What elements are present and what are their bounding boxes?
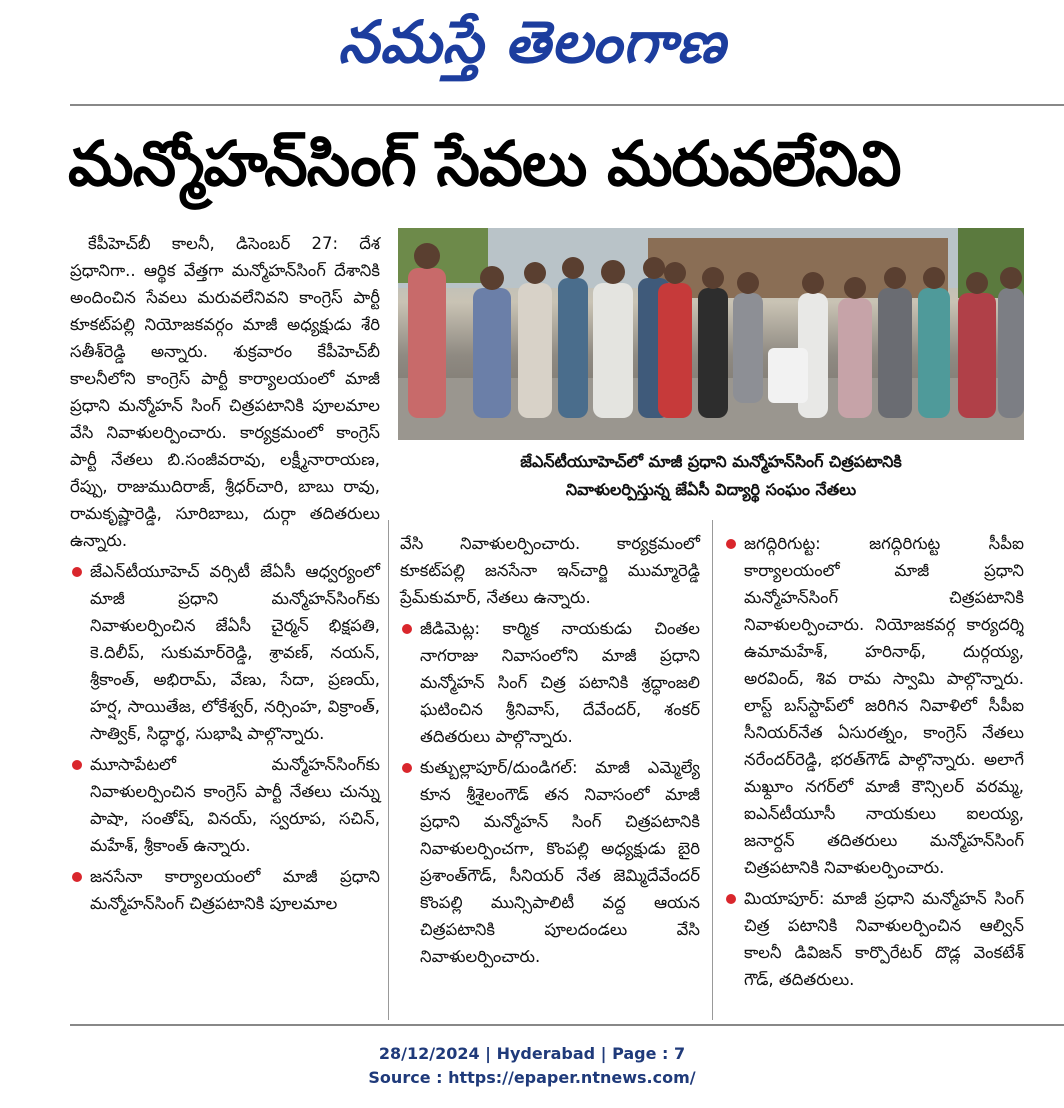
article-paragraph: జనసేనా కార్యాలయంలో మాజీ ప్రధాని మన్మోహన్‌సింగ్ చిత్రపటానికి పూలమాల [70, 863, 380, 917]
photo-caption [398, 448, 1024, 504]
masthead-title: నమస్తే తెలంగాణ [338, 8, 726, 76]
top-rule [70, 104, 1064, 106]
column-2 [400, 530, 700, 974]
article-paragraph: కుత్బుల్లాపూర్/దుండిగల్: మాజీ ఎమ్మెల్యే కూన శ్రీశైలంగౌడ్ తన నివాసంలో మాజీ ప్రధాని మన్మోహన్ సింగ్ చిత్రపటానికి నివాళులర్పించగా, కొంపల్లి అధ్యక్షుడు బైరి ప్రశాంత్‌గౌడ్, సీనియర్ నేత జెమ్మిదేవేందర్ కొంపల్లి మున్సిపాలిటీ వద్ద ఆయన చిత్రపటానికి పూలదండలు వేసి నివాళులర్పించారు. [400, 754, 700, 970]
masthead [0, 0, 1064, 95]
column-1 [70, 230, 380, 921]
footer-source-line: Source : https://epaper.ntnews.com/ [368, 1068, 696, 1087]
column-divider [388, 520, 389, 1020]
photo-caption-line-1: జేఎన్‌టీయూహెచ్‌లో మాజీ ప్రధాని మన్మోహన్‌సింగ్ చిత్రపటానికి [520, 452, 902, 471]
article-paragraph: జీడిమెట్ల: కార్మిక నాయకుడు చింతల నాగరాజు నివాసంలోని మాజీ ప్రధాని మన్మోహన్ సింగ్ చిత్ర పటానికి శ్రద్ధాంజలి ఘటించిన శ్రీనివాస్, దేవేందర్, శంకర్ తదితరులు పాల్గొన్నారు. [400, 615, 700, 750]
photo-illustration [398, 228, 1024, 440]
news-photo [398, 228, 1024, 440]
column-divider [712, 520, 713, 1020]
headline: మన్మోహన్‌సింగ్ సేవలు మరువలేనివి [68, 127, 901, 200]
article-paragraph: వేసి నివాళులర్పించారు. కార్యక్రమంలో కూకట్‌పల్లి జనసేనా ఇన్‌చార్జి ముమ్మారెడ్డి ప్రేమ్‌కుమార్, నేతలు ఉన్నారు. [400, 534, 700, 607]
article-paragraph: జగద్గిరిగుట్ట: జగద్గిరిగుట్ట సీపీఐ కార్యాలయంలో మాజీ ప్రధాని మన్మోహన్‌సింగ్ చిత్రపటానికి నివాళులర్పించారు. నియోజకవర్గ కార్యదర్శి ఉమామహేశ్, హరినాథ్, దుర్గయ్య, అరవింద్, శివ రామ స్వామి పాల్గొన్నారు. లాస్ట్ బస్‌స్టాప్‌లో జరిగిన నివాళిలో సీపీఐ సీనియర్‌నేత ఏసురత్నం, కాంగ్రెస్ నేతలు నరేందర్‌రెడ్డి, భరత్‌గౌడ్ పాల్గొన్నారు. అలాగే మఖ్దూం నగర్‌లో మాజీ కౌన్సిలర్ వరమ్మ, ఐఎన్‌టీయూసీ నాయకులు ఐలయ్య, జనార్దన్ తదితరులు మన్మోహన్‌సింగ్ చిత్రపటానికి నివాళులర్పించారు. [724, 530, 1024, 881]
article-paragraph: మియాపూర్: మాజీ ప్రధాని మన్మోహన్ సింగ్ చిత్ర పటానికి నివాళులర్పించిన ఆల్విన్ కాలనీ డివిజన్ కార్పొరేటర్ దొడ్ల వెంకటేశ్ గౌడ్, తదితరులు. [724, 885, 1024, 993]
footer-date-line: 28/12/2024 | Hyderabad | Page : 7 [378, 1044, 686, 1063]
photo-caption-line-2: నివాళులర్పిస్తున్న జేఏసీ విద్యార్థి సంఘం నేతలు [565, 480, 857, 499]
article-lead-paragraph: కేపీహెచ్‌బీ కాలనీ, డిసెంబర్ 27: దేశ ప్రధానిగా.. ఆర్థిక వేత్తగా మన్మోహన్‌సింగ్ దేశానికి అందించిన సేవలు మరువలేనివని కాంగ్రెస్ పార్టీ కూకట్‌పల్లి నియోజకవర్గం మాజీ అధ్యక్షుడు శేరి సతీశ్‌రెడ్డి అన్నారు. శుక్రవారం కేపీహెచ్‌బీ కాలనీలోని కాంగ్రెస్ పార్టీ కార్యాలయంలో మాజీ ప్రధాని మన్మోహన్ సింగ్ చిత్రపటానికి పూలమాల వేసి నివాళులర్పించారు. కార్యక్రమంలో కాంగ్రెస్ పార్టీ నేతలు బి.సంజీవరావు, లక్ష్మీనారాయణ, రేప్పు, రాజుముదిరాజ్, శ్రీధర్‌చారి, బాబు రావు, రామకృష్ణారెడ్డి, సూరిబాబు, దుర్గా తదితరులు ఉన్నారు. [70, 234, 380, 550]
article-paragraph: మూసాపేటలో మన్మోహన్‌సింగ్‌కు నివాళులర్పించిన కాంగ్రెస్ పార్టీ నేతలు చున్ను పాషా, సంతోష్, వినయ్, స్వరూప, సచిన్, మహేశ్, శ్రీకాంత్ ఉన్నారు. [70, 751, 380, 859]
column-3 [724, 530, 1024, 997]
bottom-rule [70, 1024, 1064, 1026]
article-paragraph: జేఎన్‌టీయూహెచ్ వర్సిటీ జేఏసీ ఆధ్వర్యంలో మాజీ ప్రధాని మన్మోహన్‌సింగ్‌కు నివాళులర్పించిన జేఏసీ చైర్మన్ భిక్షపతి, కె.దిలీప్, సుకుమార్‌రెడ్డి, శ్రావణ్, నయన్, శ్రీకాంత్, అభిరామ్, వేణు, సేదా, ప్రణయ్, హర్ష, సాయితేజ, లోకేశ్వర్, నర్సింహ, విక్రాంత్, సాత్విక్, సిద్ధార్థ, సుభాషి పాల్గొన్నారు. [70, 558, 380, 747]
